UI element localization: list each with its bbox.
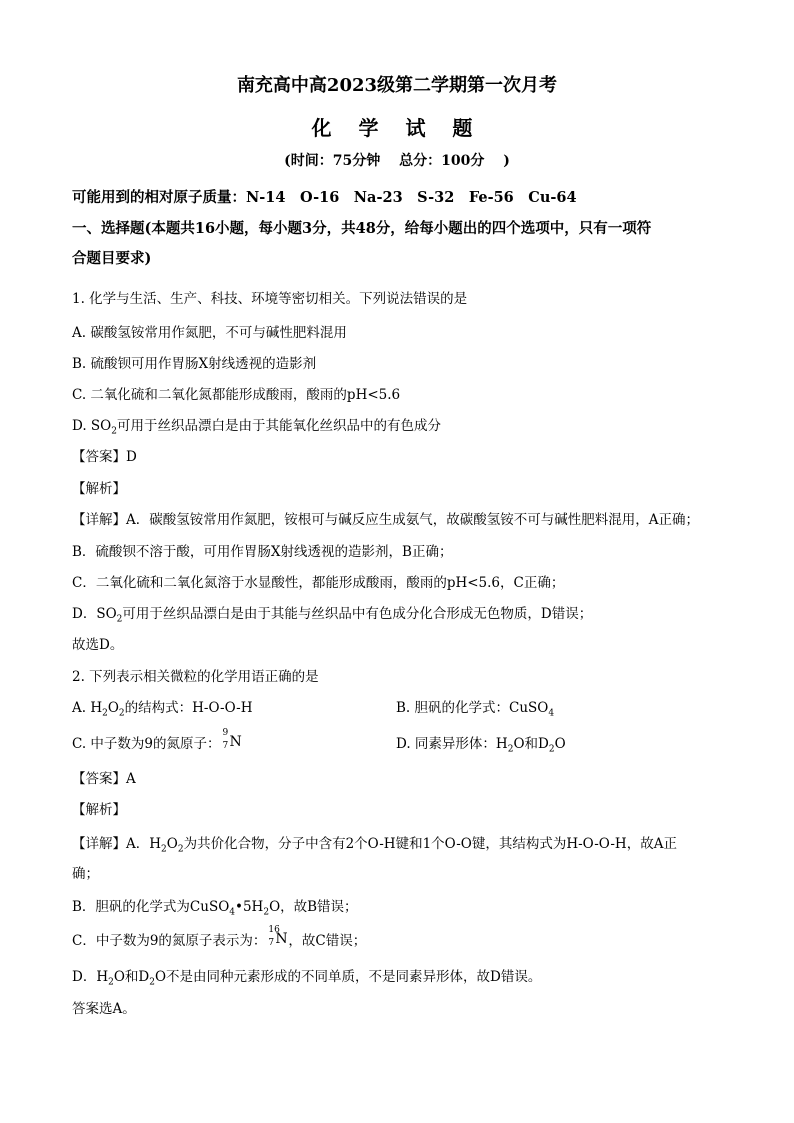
q2-answer: 【答案】A: [72, 771, 136, 787]
q2-analysis-label: 【解析】: [72, 802, 126, 818]
q1-option-a: A. 碳酸氢铵常用作氮肥，不可与碱性肥料混用: [72, 325, 347, 341]
q1-detail-b: B．硫酸钡不溶于酸，可用作胃肠X射线透视的造影剂，B正确；: [72, 544, 453, 560]
q2-conclusion: 答案选A。: [72, 1001, 136, 1017]
nuclide-symbol: 16 7 N: [268, 925, 288, 948]
q2-option-d: D. 同素异形体：$H_2O$和$D_2O$: [396, 736, 566, 755]
section-heading-line1: 一、选择题(本题共16小题，每小题3分，共48分，给每小题出的四个选项中，只有一项符: [72, 220, 652, 237]
q1-analysis-label: 【解析】: [72, 481, 126, 497]
q1-detail-a: 【详解】A．碳酸氢铵常用作氮肥，铵根可与碱反应生成氨气，故碳酸氢铵不可与碱性肥料混用，A正确；: [72, 512, 699, 528]
q2-detail-a-cont: 确；: [72, 866, 99, 882]
q2-detail-d: D．$H_2O$和$D_2O$不是由同种元素形成的不同单质，不是同素异形体，故D错误。: [72, 969, 542, 988]
atomic-masses: 可能用到的相对原子质量：N-14 O-16 Na-23 S-32 Fe-56 Cu-64: [72, 189, 577, 206]
exam-title: 南充高中高2023级第二学期第一次月考: [236, 75, 558, 96]
q2-option-b: B. 胆矾的化学式：CuSO$_4$: [396, 700, 555, 719]
q1-detail-d: D．$SO_2$可用于丝织品漂白是由于其能与丝织品中有色成分化合形成无色物质，D错误；: [72, 606, 593, 625]
q1-answer: 【答案】D: [72, 449, 137, 465]
q1-conclusion: 故选D。: [72, 637, 124, 653]
q1-stem: 1. 化学与生活、生产、科技、环境等密切相关。下列说法错误的是: [72, 291, 468, 307]
subject-title: 化 学 试 题: [311, 116, 483, 140]
q2-option-c: C. 中子数为9的氮原子： 9 7 N: [72, 728, 242, 752]
q2-detail-c: C．中子数为9的氮原子表示为： 16 7 N ，故C错误；: [72, 925, 367, 949]
q2-option-a: A. $H_2O_2$的结构式：H-O-O-H: [72, 700, 253, 719]
nuclide-symbol: 9 7 N: [222, 728, 242, 751]
q1-option-d: D. $SO_2$可用于丝织品漂白是由于其能氧化丝织品中的有色成分: [72, 418, 441, 437]
q1-option-c: C. 二氧化硫和二氧化氮都能形成酸雨，酸雨的pH<5.6: [72, 387, 401, 403]
q2-detail-b: B．胆矾的化学式为$CuSO_4•5H_2O$，故B错误；: [72, 899, 358, 918]
exam-meta: (时间：75分钟 总分：100分 ): [284, 153, 510, 169]
q2-detail-a: 【详解】A．$H_2O_2$为共价化合物，分子中含有2个O-H键和1个O-O键，其结构式为H-O-O-H，故A正: [72, 836, 677, 855]
q1-detail-c: C．二氧化硫和二氧化氮溶于水显酸性，都能形成酸雨，酸雨的pH<5.6，C正确；: [72, 575, 565, 591]
q2-stem: 2. 下列表示相关微粒的化学用语正确的是: [72, 669, 319, 685]
section-heading-line2: 合题目要求): [72, 250, 152, 267]
q1-option-b: B. 硫酸钡可用作胃肠X射线透视的造影剂: [72, 356, 317, 372]
